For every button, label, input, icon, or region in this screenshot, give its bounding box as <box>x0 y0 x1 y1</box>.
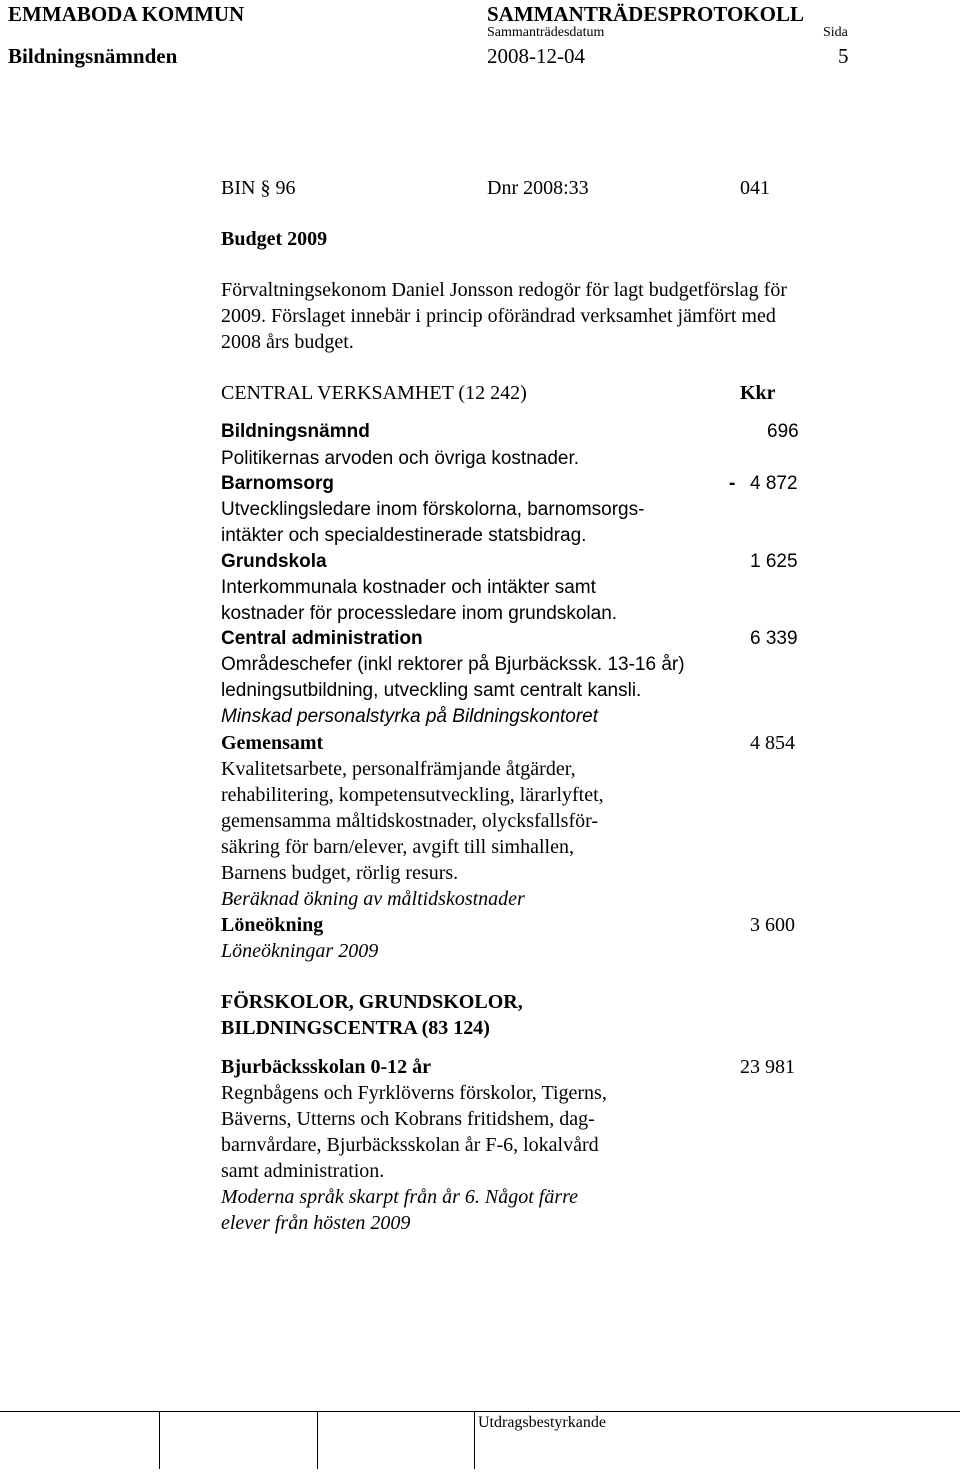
item-description: ledningsutbildning, utveckling samt centralt kansli. <box>221 680 642 701</box>
item-note: Minskad personalstyrka på Bildningskontoret <box>221 706 599 727</box>
header-doc-type: SAMMANTRÄDESPROTOKOLL <box>487 2 804 26</box>
item-description: rehabilitering, kompetensutveckling, lärarlyftet, <box>221 784 604 806</box>
item-description: intäkter och specialdestinerade statsbidrag. <box>221 525 587 546</box>
item-name: Grundskola <box>221 551 327 572</box>
item-amount: 3 600 <box>750 914 795 936</box>
item-amount: 6 339 <box>750 628 798 649</box>
case-number: BIN § 96 <box>221 177 296 199</box>
case-dnr: Dnr 2008:33 <box>487 177 589 199</box>
header-date: 2008-12-04 <box>487 44 585 68</box>
footer-certification: Utdragsbestyrkande <box>478 1414 606 1431</box>
item-note: elever från hösten 2009 <box>221 1212 411 1234</box>
header-date-label: Sammanträdesdatum <box>487 25 605 40</box>
header-page-label: Sida <box>823 25 848 40</box>
footer-divider <box>474 1411 475 1469</box>
case-title: Budget 2009 <box>221 228 328 250</box>
intro-line: 2009. Förslaget innebär i princip oförändrad verksamhet jämfört med <box>221 305 776 327</box>
item-note: Moderna språk skarpt från år 6. Något färre <box>221 1186 579 1208</box>
item-description: Politikernas arvoden och övriga kostnader. <box>221 448 580 469</box>
item-name: Gemensamt <box>221 732 324 754</box>
item-amount: 696 <box>767 421 799 442</box>
item-description: Utvecklingsledare inom förskolorna, barnomsorgs- <box>221 499 645 520</box>
item-name: Central administration <box>221 628 423 649</box>
item-name: Löneökning <box>221 914 324 936</box>
intro-line: 2008 års budget. <box>221 331 354 353</box>
header-page-number: 5 <box>838 44 849 68</box>
item-amount: 4 872 <box>750 473 798 494</box>
item-description: samt administration. <box>221 1160 385 1182</box>
item-description: Områdeschefer (inkl rektorer på Bjurbäckssk. 13-16 år) <box>221 654 685 675</box>
central-heading: CENTRAL VERKSAMHET (12 242) <box>221 382 527 404</box>
item-amount: 4 854 <box>750 732 795 754</box>
unit-label: Kkr <box>740 382 776 404</box>
item-description: säkring för barn/elever, avgift till simhallen, <box>221 836 574 858</box>
item-description: Kvalitetsarbete, personalfrämjande åtgärder, <box>221 758 576 780</box>
item-note: Löneökningar 2009 <box>221 940 379 962</box>
item-description: Bäverns, Utterns och Kobrans fritidshem, dag- <box>221 1108 595 1130</box>
intro-line: Förvaltningsekonom Daniel Jonsson redogör för lagt budgetförslag för <box>221 279 788 301</box>
item-name: Bjurbäcksskolan 0-12 år <box>221 1056 432 1078</box>
item-amount: 1 625 <box>750 551 798 572</box>
header-org: EMMABODA KOMMUN <box>8 2 245 26</box>
header-committee: Bildningsnämnden <box>8 44 178 68</box>
item-description: Regnbågens och Fyrklöverns förskolor, Tigerns, <box>221 1082 607 1104</box>
item-name: Barnomsorg <box>221 473 334 494</box>
item-description: barnvårdare, Bjurbäcksskolan år F-6, lokalvård <box>221 1134 599 1156</box>
item-description: Barnens budget, rörlig resurs. <box>221 862 459 884</box>
item-sign: - <box>729 473 736 494</box>
footer-divider <box>317 1411 318 1469</box>
case-code: 041 <box>740 177 770 199</box>
schools-heading: FÖRSKOLOR, GRUNDSKOLOR, <box>221 991 523 1013</box>
item-description: gemensamma måltidskostnader, olycksfallsför- <box>221 810 599 832</box>
footer-top-rule <box>0 1411 960 1412</box>
item-description: Interkommunala kostnader och intäkter samt <box>221 577 596 598</box>
item-name: Bildningsnämnd <box>221 421 370 442</box>
footer-divider <box>159 1411 160 1469</box>
item-description: kostnader för processledare inom grundskolan. <box>221 603 618 624</box>
item-note: Beräknad ökning av måltidskostnader <box>221 888 525 910</box>
item-amount: 23 981 <box>740 1056 795 1078</box>
schools-heading: BILDNINGSCENTRA (83 124) <box>221 1017 490 1039</box>
